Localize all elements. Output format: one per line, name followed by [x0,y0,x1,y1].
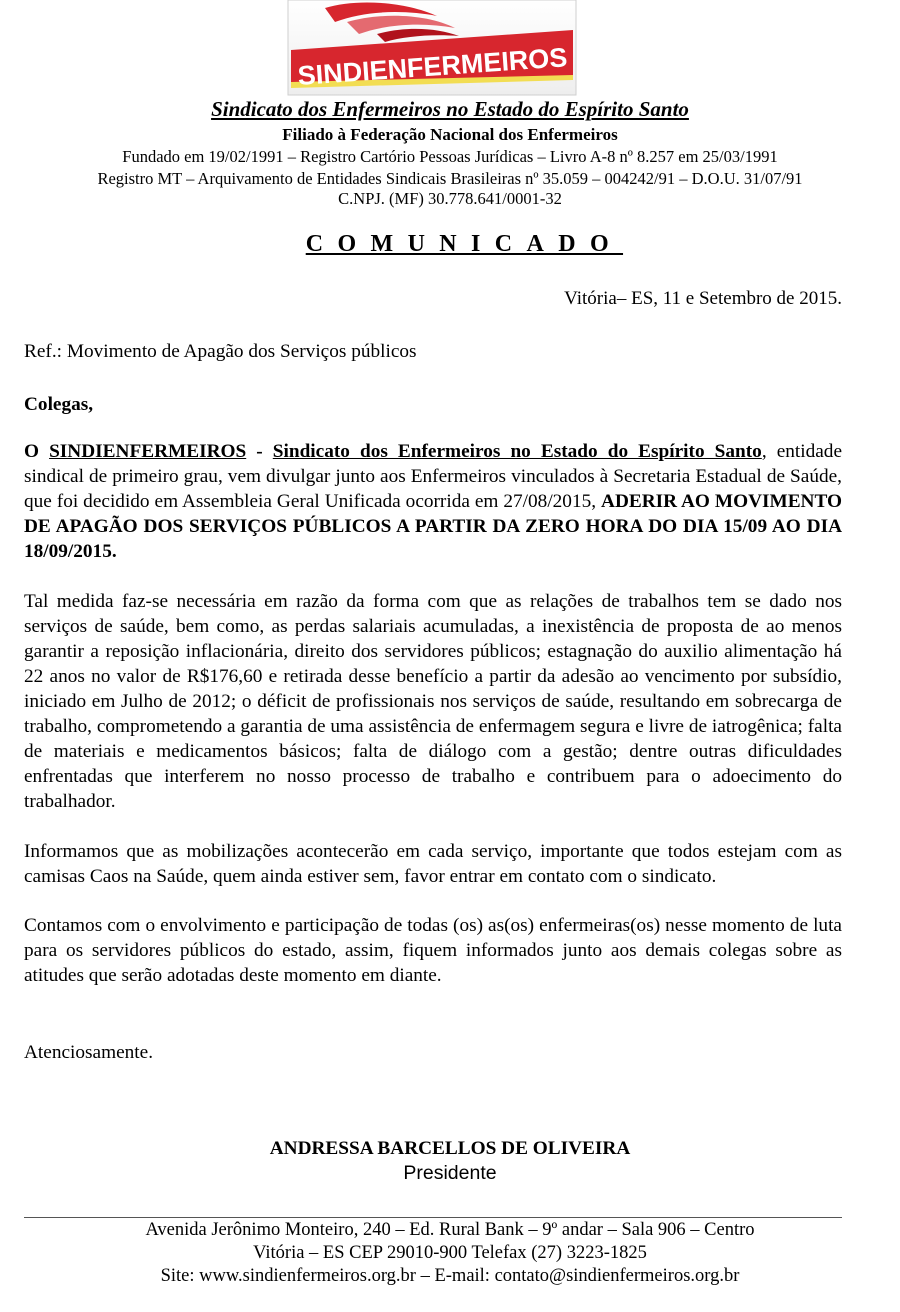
footer-city: Vitória – ES CEP 29010-900 Telefax (27) 3223-1825 [253,1243,647,1263]
logo-graphic [287,0,577,96]
paragraph-participation: Contamos com o envolvimento e participação de todas (os) as(os) enfermeiras(os) nesse momento de luta para os servidores públicos do estado, assim, fiquem informados junto aos demais colegas sobre as atitudes que serão adotadas deste momento em diante. [24,915,842,986]
cnpj-line: C.NPJ. (MF) 30.778.641/0001-32 [338,189,562,208]
registration-line-1: Fundado em 19/02/1991 – Registro Cartório Pessoas Jurídicas – Livro A-8 nº 8.257 em 25/03/1991 [122,147,778,166]
closing: Atenciosamente. [24,1042,154,1063]
p1-org-sep: - [246,441,273,462]
p1-text: , entidade sindical de primeiro grau, vem divulgar junto aos Enfermeiros vinculados à Secretaria Estadual de Saúde, que foi decidido em Assembleia Geral Unificada ocorrida em 27/08/2015, [24,441,843,512]
footer-address: Avenida Jerônimo Monteiro, 240 – Ed. Rural Bank – 9º andar – Sala 906 – Centro [145,1220,755,1240]
sindienfermeiros-logo [287,0,577,96]
p1-lead: O [24,441,50,462]
affiliation-line: Filiado à Federação Nacional dos Enfermeiros [282,125,618,144]
p1-emphasis: ADERIR AO MOVIMENTO DE APAGÃO DOS SERVIÇOS PÚBLICOS A PARTIR DA ZERO HORA DO DIA 15/09 AO DIA 18/09/2015. [24,491,842,562]
footer-divider [24,1217,842,1218]
signer-name: ANDRESSA BARCELLOS DE OLIVEIRA [269,1138,631,1159]
p1-org-full: Sindicato dos Enfermeiros no Estado do Espírito Santo [272,441,762,462]
org-name: Sindicato dos Enfermeiros no Estado do Espírito Santo [211,97,689,121]
greeting: Colegas, [24,394,94,415]
logo-wordmark: SINDIENFERMEIROS [296,42,569,92]
registration-line-2: Registro MT – Arquivamento de Entidades Sindicais Brasileiras nº 35.059 – 004242/91 – D.O.U. 31/07/91 [97,169,803,188]
paragraph-mobilization: Informamos que as mobilizações acontecerão em cada serviço, importante que todos estejam com as camisas Caos na Saúde, quem ainda estiver sem, favor entrar em contato com o sindicato. [24,841,842,887]
reference-line: Ref.: Movimento de Apagão dos Serviços públicos [24,341,417,362]
paragraph-reasons: Tal medida faz-se necessária em razão da forma com que as relações de trabalhos tem se dado nos serviços de saúde, bem como, as perdas salariais acumuladas, a inexistência de proposta de ao menos garantir a reposição inflacionária, direito dos servidores públicos; estagnação do auxilio alimentação há 22 anos no valor de R$176,60 e retirada desse benefício a partir da adesão ao vencimento por subsídio, iniciado em Julho de 2012; o déficit de profissionais nos serviços de saúde, resultando em sobrecarga de trabalho, comprometendo a garantia de uma assistência de enfermagem segura e livre de iatrogênica; falta de materiais e medicamentos básicos; falta de diálogo com a gestão; dentre outras dificuldades enfrentadas que interferem no nosso processo de trabalho e contribuem para o adoecimento do trabalhador. [24,591,842,812]
p1-org-short: SINDIENFERMEIROS [49,441,247,462]
document-title: COMUNICADO [305,231,624,257]
signer-role: Presidente [403,1162,497,1184]
document-date: Vitória– ES, 11 e Setembro de 2015. [564,288,842,309]
footer-contact: Site: www.sindienfermeiros.org.br – E-mail: contato@sindienfermeiros.org.br [160,1266,740,1286]
paragraph-announcement [24,439,842,564]
